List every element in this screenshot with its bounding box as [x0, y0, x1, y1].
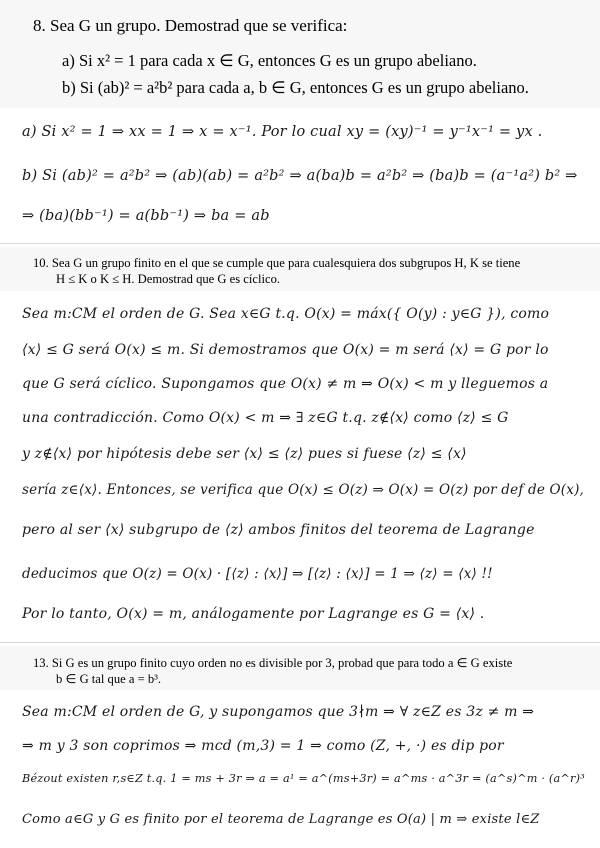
- divider-10-13: [0, 642, 600, 643]
- problem-10-handwritten-line-9: Por lo tanto, O(x) = m, análogamente por Lagrange es G = ⟨x⟩ .: [22, 606, 485, 622]
- problem-8-part-b: b) Si (ab)² = a²b² para cada a, b ∈ G, entonces G es un grupo abeliano.: [62, 78, 529, 97]
- problem-10-handwritten-line-6: sería z∈⟨x⟩. Entonces, se verifica que O(x) ≤ O(z) ⇒ O(x) = O(z) por def de O(x),: [22, 482, 585, 498]
- problem-10-statement-line-1: 10. Sea G un grupo finito en el que se cumple que para cualesquiera dos subgrupos H, K se tiene: [33, 256, 521, 270]
- problem-10-handwritten-line-2: ⟨x⟩ ≤ G será O(x) ≤ m. Si demostramos que O(x) = m será ⟨x⟩ = G por lo: [22, 342, 549, 358]
- problem-13-handwritten-line-1: Sea m:CM el orden de G, y supongamos que 3∤m ⇒ ∀ z∈Z es 3z ≠ m ⇒: [22, 704, 535, 720]
- problem-8-part-a: a) Si x² = 1 para cada x ∈ G, entonces G es un grupo abeliano.: [62, 51, 477, 70]
- problem-10-statement-line-2: H ≤ K o K ≤ H. Demostrad que G es cíclico.: [56, 272, 281, 286]
- problem-8-title: 8. Sea G un grupo. Demostrad que se verifica:: [33, 16, 348, 35]
- problem-10-handwritten-line-4: una contradicción. Como O(x) < m ⇒ ∃ z∈G t.q. z∉⟨x⟩ como ⟨z⟩ ≤ G: [22, 410, 509, 426]
- problem-10-handwritten-line-7: pero al ser ⟨x⟩ subgrupo de ⟨z⟩ ambos finitos del teorema de Lagrange: [22, 522, 535, 538]
- problem-10-handwritten-line-8: deducimos que O(z) = O(x) · [⟨z⟩ : ⟨x⟩] ⇒ [⟨z⟩ : ⟨x⟩] = 1 ⇒ ⟨z⟩ = ⟨x⟩ !!: [22, 566, 493, 582]
- problem-8-handwritten-line-1: a) Si x² = 1 ⇒ xx = 1 ⇒ x = x⁻¹. Por lo cual xy = (xy)⁻¹ = y⁻¹x⁻¹ = yx .: [22, 124, 543, 140]
- problem-13-statement-line-1: 13. Si G es un grupo finito cuyo orden no es divisible por 3, probad que para todo a ∈ G existe: [33, 656, 513, 670]
- problem-13-statement-line-2: b ∈ G tal que a = b³.: [56, 672, 162, 686]
- problem-10-handwritten-line-3: que G será cíclico. Supongamos que O(x) ≠ m ⇒ O(x) < m y lleguemos a: [22, 376, 549, 392]
- problem-10-handwritten-line-1: Sea m:CM el orden de G. Sea x∈G t.q. O(x) = máx({ O(y) : y∈G }), como: [22, 306, 550, 322]
- problem-8-handwritten-line-2: b) Si (ab)² = a²b² ⇒ (ab)(ab) = a²b² ⇒ a(ba)b = a²b² ⇒ (ba)b = (a⁻¹a²) b² ⇒: [22, 168, 578, 184]
- problem-10-handwritten-line-5: y z∉⟨x⟩ por hipótesis debe ser ⟨x⟩ ≤ ⟨z⟩ pues si fuese ⟨z⟩ ≤ ⟨x⟩: [22, 446, 467, 462]
- divider-8-10: [0, 243, 600, 244]
- problem-13-handwritten-line-4: Como a∈G y G es finito por el teorema de Lagrange es O(a) | m ⇒ existe l∈Z: [22, 812, 540, 827]
- problem-13-handwritten-line-2: ⇒ m y 3 son coprimos ⇒ mcd (m,3) = 1 ⇒ como (Z, +, ·) es dip por: [22, 738, 504, 754]
- problem-13-handwritten-line-3: Bézout existen r,s∈Z t.q. 1 = ms + 3r ⇒ a = a¹ = a^(ms+3r) = a^ms · a^3r = (a^s)^m · (a^r)³: [22, 772, 585, 785]
- problem-8-handwritten-line-3: ⇒ (ba)(bb⁻¹) = a(bb⁻¹) ⇒ ba = ab: [22, 208, 270, 224]
